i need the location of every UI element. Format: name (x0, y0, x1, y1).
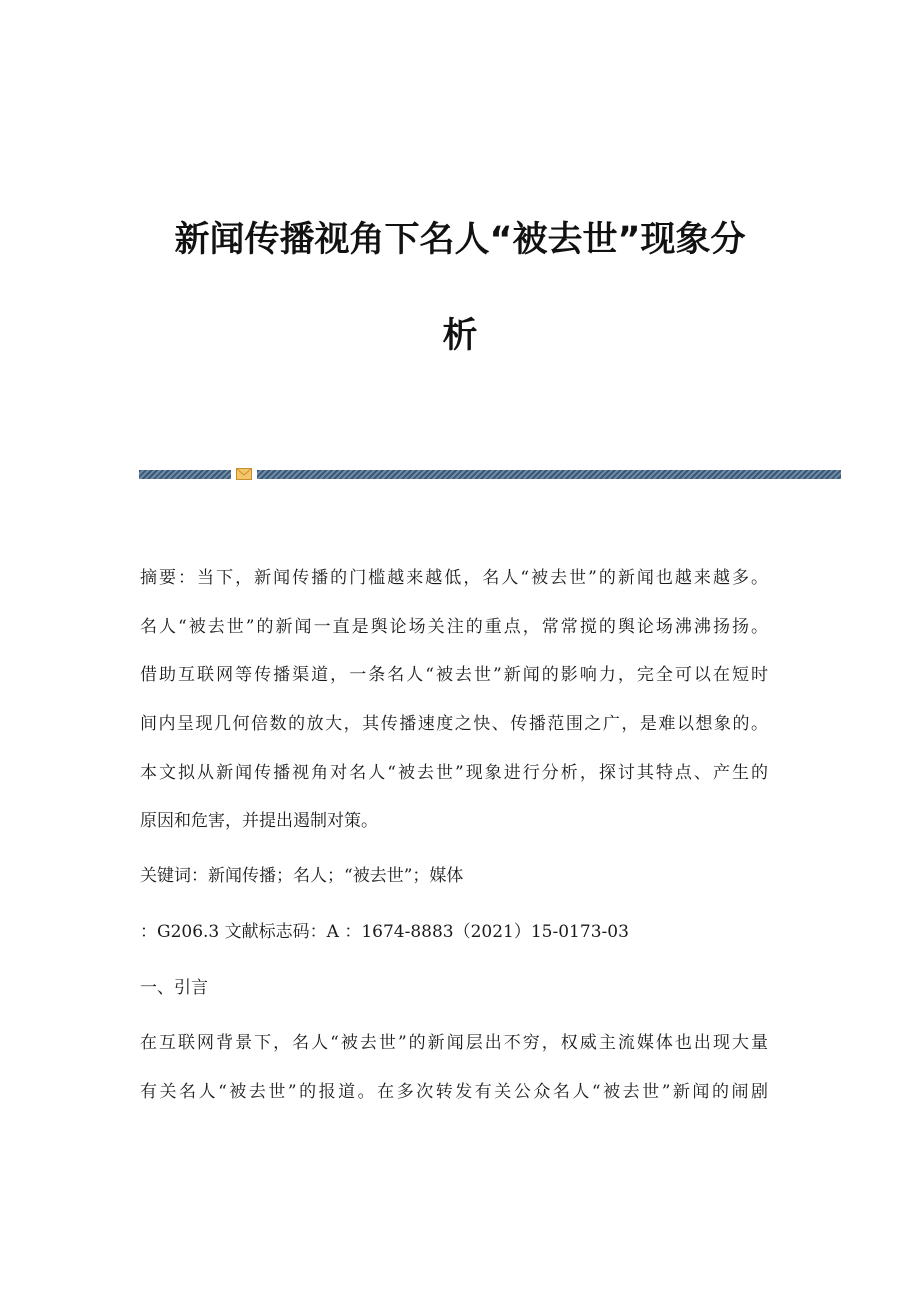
abstract-line: 原因和危害，并提出遏制对策。 (140, 811, 378, 831)
classification-code: ：G206.3 文献标志码：A ：1674-8883（2021）15-0173-03 (140, 922, 629, 942)
document-title-line-2: 析 (442, 316, 478, 356)
abstract-line: 借助互联网等传播渠道，一条名人“被去世”新闻的影响力，完全可以在短时 (140, 665, 768, 685)
document-title-line-1: 新闻传播视角下名人“被去世”现象分 (174, 220, 746, 260)
section-heading-introduction: 一、引言 (140, 978, 208, 998)
envelope-icon (236, 468, 252, 480)
paragraph-line: 有关名人“被去世”的报道。在多次转发有关公众名人“被去世”新闻的闹剧 (140, 1082, 768, 1102)
paragraph-line: 在互联网背景下，名人“被去世”的新闻层出不穷，权威主流媒体也出现大量 (140, 1033, 768, 1053)
title-divider-right (257, 470, 841, 479)
abstract-line: 本文拟从新闻传播视角对名人“被去世”现象进行分析，探讨其特点、产生的 (140, 763, 768, 783)
title-divider-left (139, 470, 231, 479)
keywords: 关键词：新闻传播；名人；“被去世”；媒体 (140, 866, 464, 886)
abstract-line: 名人“被去世”的新闻一直是舆论场关注的重点，常常搅的舆论场沸沸扬扬。 (140, 617, 768, 637)
abstract-line: 摘要：当下，新闻传播的门槛越来越低，名人“被去世”的新闻也越来越多。 (140, 568, 768, 588)
abstract-line: 间内呈现几何倍数的放大，其传播速度之快、传播范围之广，是难以想象的。 (140, 714, 768, 734)
